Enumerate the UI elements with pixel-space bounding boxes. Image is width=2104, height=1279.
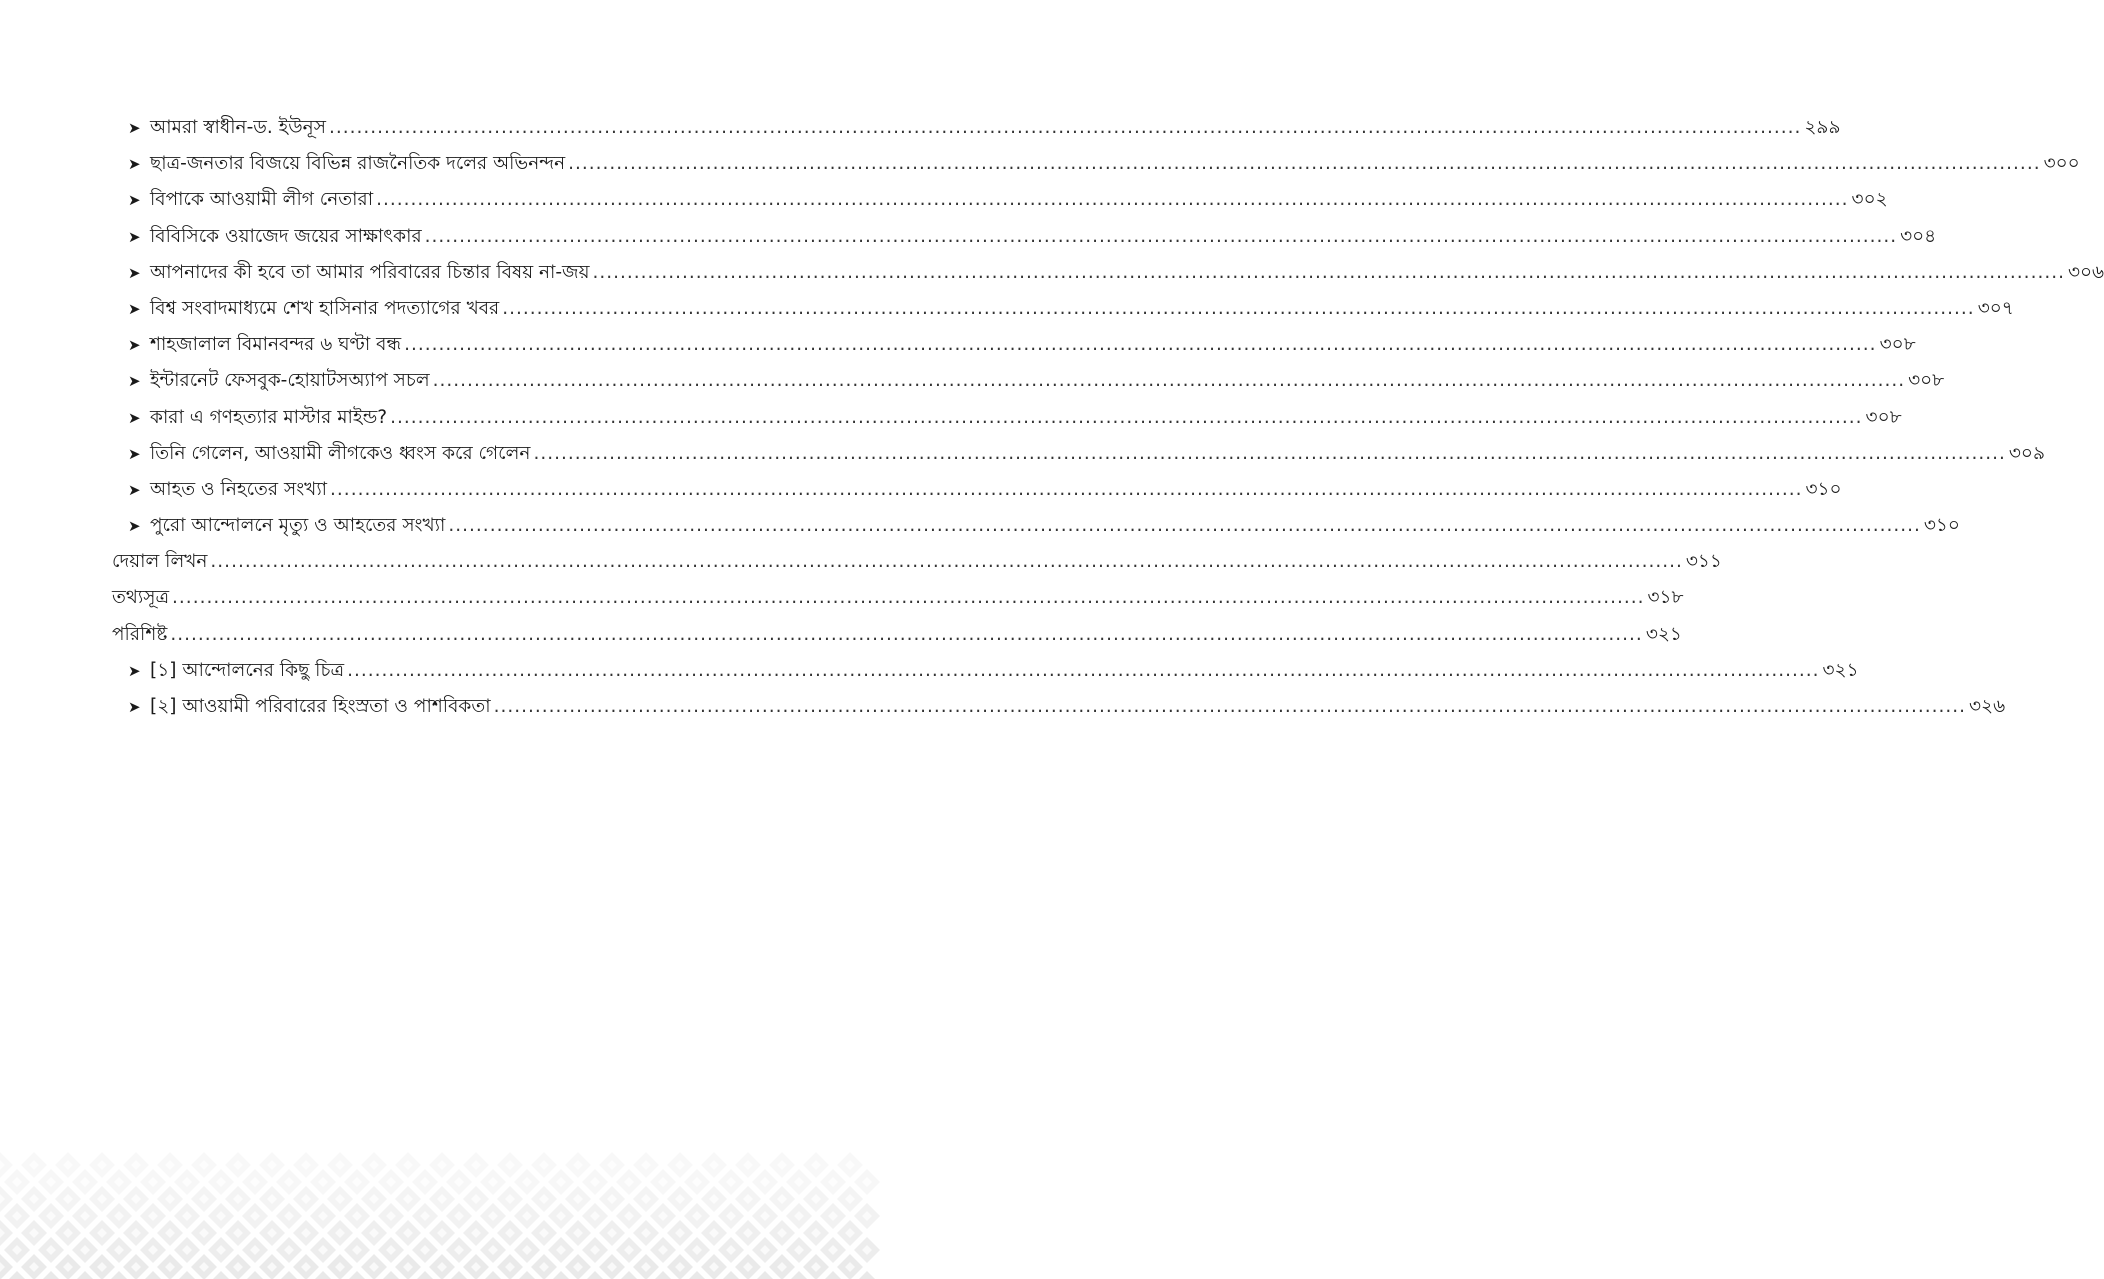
- dot-leader: [568, 146, 2040, 182]
- toc-entry-page: ৩২১: [1645, 623, 1682, 645]
- arrowhead-bullet-icon: ➤: [128, 517, 141, 536]
- dot-leader: [433, 363, 1905, 399]
- toc-entry-title: আহত ও নিহতের সংখ্যা: [150, 478, 328, 500]
- toc-entry-title: বিপাকে আওয়ামী লীগ নেতারা: [150, 189, 374, 211]
- pattern-diamond: [854, 1271, 880, 1279]
- dot-leader: [210, 544, 1682, 580]
- arrowhead-bullet-icon: ➤: [128, 191, 141, 210]
- toc-entry-title: কারা এ গণহত্যার মাস্টার মাইন্ড?: [150, 406, 388, 428]
- toc-entry[interactable]: [112, 689, 2006, 725]
- pattern-diamond: [548, 1271, 574, 1279]
- table-of-contents: [112, 110, 2104, 725]
- toc-entry-title: বিবিসিকে ওয়াজেদ জয়ের সাক্ষাৎকার: [150, 225, 422, 247]
- toc-entry[interactable]: [112, 436, 2045, 472]
- toc-entry-page: ৩০৮: [1879, 334, 1916, 356]
- pattern-diamond: [38, 1271, 64, 1279]
- pattern-diamond: [786, 1271, 812, 1279]
- toc-entry-page: ৩০৭: [1977, 297, 2014, 319]
- pattern-diamond: [208, 1271, 234, 1279]
- toc-entry-page: ৩০৮: [1865, 406, 1902, 428]
- dot-leader: [425, 219, 1897, 255]
- toc-entry[interactable]: [112, 327, 1916, 363]
- toc-entry-title: আমরা স্বাধীন-ড. ইউনূস: [150, 117, 326, 138]
- dot-leader: [502, 291, 1974, 327]
- toc-entry-page: ৩১০: [1805, 478, 1842, 500]
- dot-leader: [593, 255, 2065, 291]
- pattern-diamond: [650, 1271, 676, 1279]
- pattern-diamond: [820, 1271, 846, 1279]
- dot-leader: [172, 580, 1644, 616]
- arrowhead-bullet-icon: ➤: [128, 480, 141, 499]
- toc-entry-page: ৩০৮: [1908, 370, 1945, 392]
- toc-section-entry[interactable]: [112, 544, 1722, 580]
- dot-leader: [329, 110, 1801, 146]
- pattern-diamond: [718, 1271, 744, 1279]
- pattern-diamond: [242, 1271, 268, 1279]
- toc-entry[interactable]: [112, 182, 1888, 218]
- pattern-diamond: [752, 1271, 778, 1279]
- pattern-diamond: [378, 1271, 404, 1279]
- pattern-diamond: [140, 1271, 166, 1279]
- toc-entry-page: ৩১৮: [1647, 587, 1684, 609]
- dot-leader: [448, 508, 1920, 544]
- dot-leader: [390, 400, 1862, 436]
- pattern-diamond: [276, 1271, 302, 1279]
- arrowhead-bullet-icon: ➤: [128, 336, 141, 355]
- toc-entry-page: ২৯৯: [1804, 117, 1841, 138]
- toc-entry-page: ৩০৪: [1900, 225, 1937, 247]
- pattern-diamond: [446, 1271, 472, 1279]
- toc-entry-page: ৩২১: [1822, 659, 1859, 681]
- toc-entry[interactable]: [112, 363, 1945, 399]
- toc-entry[interactable]: [112, 508, 1960, 544]
- toc-entry-title: [২] আওয়ামী পরিবারের হিংস্রতা ও পাশবিকতা: [150, 696, 491, 717]
- arrowhead-bullet-icon: ➤: [128, 661, 141, 680]
- toc-entry-title: তিনি গেলেন, আওয়ামী লীগকেও ধ্বংস করে গেলেন: [150, 442, 531, 464]
- dot-leader: [170, 617, 1642, 653]
- dot-leader: [347, 653, 1819, 689]
- toc-entry[interactable]: [112, 291, 2014, 327]
- arrowhead-bullet-icon: ➤: [128, 119, 141, 137]
- dot-leader: [533, 436, 2005, 472]
- toc-entry[interactable]: [112, 472, 1842, 508]
- toc-entry-title: পরিশিষ্ট: [112, 623, 168, 645]
- dot-leader: [330, 472, 1802, 508]
- arrowhead-bullet-icon: ➤: [128, 372, 141, 391]
- pattern-diamond: [72, 1271, 98, 1279]
- pattern-diamond: [344, 1271, 370, 1279]
- pattern-diamond: [4, 1271, 30, 1279]
- arrowhead-bullet-icon: ➤: [128, 263, 141, 282]
- toc-section-entry[interactable]: [112, 580, 1684, 616]
- toc-entry-page: ৩০৬: [2067, 261, 2104, 283]
- arrowhead-bullet-icon: ➤: [128, 155, 141, 174]
- toc-entry-page: ৩১০: [1923, 515, 1960, 537]
- pattern-diamond: [616, 1271, 642, 1279]
- dot-leader: [494, 689, 1966, 725]
- toc-entry-title: শাহজালাল বিমানবন্দর ৬ ঘণ্টা বন্ধ: [150, 334, 402, 356]
- pattern-diamond: [514, 1271, 540, 1279]
- pattern-diamond: [412, 1271, 438, 1279]
- toc-entry[interactable]: [112, 219, 1937, 255]
- toc-entry[interactable]: [112, 653, 1859, 689]
- pattern-diamond: [310, 1271, 336, 1279]
- toc-entry-page: ৩১১: [1685, 551, 1722, 573]
- toc-entry-title: ছাত্র-জনতার বিজয়ে বিভিন্ন রাজনৈতিক দলের অভিনন্দন: [150, 153, 566, 175]
- arrowhead-bullet-icon: ➤: [128, 299, 141, 318]
- toc-entry-page: ৩২৬: [1969, 696, 2006, 717]
- toc-entry[interactable]: [112, 110, 1841, 146]
- toc-entry[interactable]: [112, 400, 1902, 436]
- toc-entry-title: তথ্যসূত্র: [112, 587, 170, 609]
- toc-entry-title: [১] আন্দোলনের কিছু চিত্র: [150, 659, 345, 681]
- toc-entry-title: বিশ্ব সংবাদমাধ্যমে শেখ হাসিনার পদত্যাগের খবর: [150, 297, 500, 319]
- arrowhead-bullet-icon: ➤: [128, 227, 141, 246]
- toc-entry-title: দেয়াল লিখন: [112, 551, 208, 573]
- toc-section-entry[interactable]: [112, 617, 1682, 653]
- arrowhead-bullet-icon: ➤: [128, 698, 141, 716]
- dot-leader: [404, 327, 1876, 363]
- toc-entry-page: ৩০০: [2043, 153, 2080, 175]
- toc-entry-page: ৩০২: [1851, 189, 1888, 211]
- toc-entry-page: ৩০৯: [2008, 442, 2045, 464]
- arrowhead-bullet-icon: ➤: [128, 408, 141, 427]
- pattern-diamond: [582, 1271, 608, 1279]
- pattern-diamond: [684, 1271, 710, 1279]
- toc-entry[interactable]: [112, 255, 2104, 291]
- pattern-diamond: [106, 1271, 132, 1279]
- diamond-pattern-icon: [0, 1165, 825, 1275]
- toc-entry-title: পুরো আন্দোলনে মৃত্যু ও আহতের সংখ্যা: [150, 515, 446, 537]
- pattern-diamond: [480, 1271, 506, 1279]
- dot-leader: [376, 182, 1848, 218]
- toc-entry[interactable]: [112, 146, 2080, 182]
- pattern-diamond: [174, 1271, 200, 1279]
- toc-entry-title: ইন্টারনেট ফেসবুক-হোয়াটসঅ্যাপ সচল: [150, 370, 430, 392]
- toc-entry-title: আপনাদের কী হবে তা আমার পরিবারের চিন্তার বিষয় না-জয়: [150, 261, 590, 283]
- arrowhead-bullet-icon: ➤: [128, 444, 141, 463]
